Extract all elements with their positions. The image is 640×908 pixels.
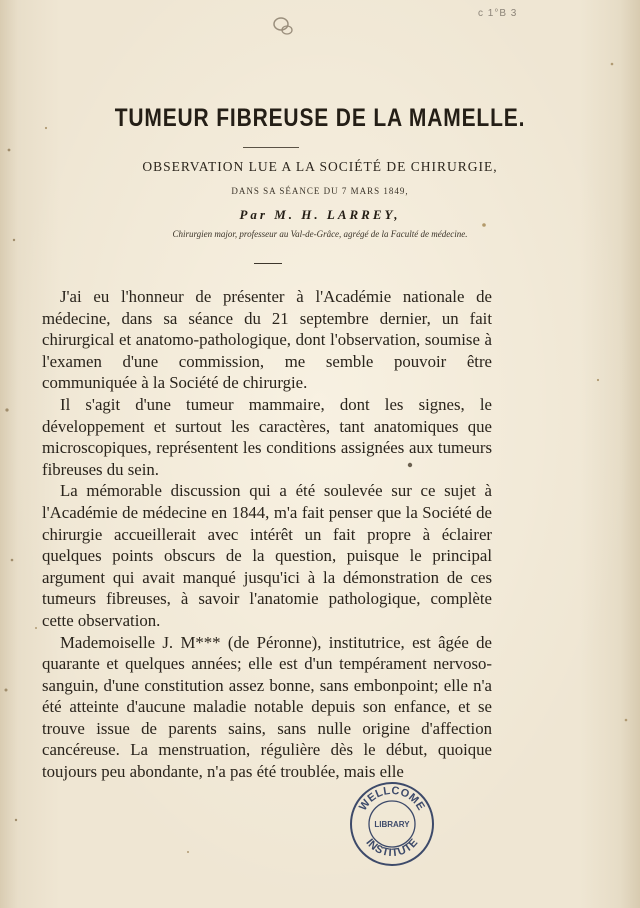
foxing-spot bbox=[35, 627, 37, 629]
author-line: Par M. H. LARREY, bbox=[239, 207, 401, 222]
foxing-spot bbox=[45, 127, 47, 129]
body-text bbox=[42, 286, 492, 783]
document-title: TUMEUR FIBREUSE DE LA MAMELLE. bbox=[114, 104, 526, 132]
session-date: DANS SA SÉANCE DU 7 MARS 1849, bbox=[231, 186, 409, 196]
stamp-text-top: WELLCOME bbox=[356, 784, 428, 813]
stamp-text-middle: LIBRARY bbox=[374, 820, 410, 829]
shelfmark: c 1°B 3 bbox=[478, 8, 518, 19]
stamp-text-bottom: INSTITUTE bbox=[363, 836, 421, 860]
title-rule bbox=[243, 147, 299, 148]
document-subtitle: OBSERVATION LUE A LA SOCIÉTÉ DE CHIRURGIE, bbox=[142, 159, 498, 174]
author-description: Chirurgien major, professeur au Val-de-Grâce, agrégé de la Faculté de médecine. bbox=[172, 229, 468, 239]
paragraph-1: J'ai eu l'honneur de présenter à l'Académie nationale de médecine, dans sa séance du 21 septembre dernier, un fait chirurgical et anatomo-pathologique, dont l'observation, soumise à l'examen d'une commission, me semble pouvoir être communiquée à la Société de chirurgie. bbox=[42, 287, 492, 393]
foxing-spot bbox=[5, 408, 8, 411]
foxing-spot bbox=[13, 239, 15, 241]
foxing-spot bbox=[625, 719, 628, 722]
foxing-spot bbox=[482, 223, 486, 227]
foxing-spot bbox=[611, 63, 614, 66]
foxing-spot bbox=[8, 149, 11, 152]
foxing-spot bbox=[187, 851, 189, 853]
foxing-spot bbox=[597, 379, 599, 381]
foxing-spot bbox=[15, 819, 17, 821]
foxing-spot bbox=[11, 559, 14, 562]
section-rule bbox=[254, 263, 282, 264]
paragraph-3: La mémorable discussion qui a été soulevée sur ce sujet à l'Académie de médecine en 1844, m'a fait penser que la Société de chirurgie accueillerait avec intérêt un fait propre à éclairer quelques points obscurs de la question, puisque le principal argument qui avait manqué jusqu'ici à la démonstration de ces tumeurs fibreuses, à savoir l'anatomie pathologique, complète cette observation. bbox=[42, 481, 492, 630]
ink-mark bbox=[274, 18, 288, 30]
foxing-spot bbox=[5, 689, 8, 692]
library-stamp bbox=[348, 780, 436, 868]
paragraph-4: Mademoiselle J. M*** (de Péronne), institutrice, est âgée de quarante et quelques années; elle est d'un tempérament nervoso-sanguin, d'une constitution assez bonne, sans embonpoint; elle n'a été atteinte d'aucune maladie notable depuis son enfance, et se trouve issue de parents sains, sans nulle origine d'affection cancéreuse. La menstruation, régulière dès le début, quoique toujours peu abondante, n'a pas été troublée, mais elle bbox=[42, 632, 492, 782]
paragraph-2: Il s'agit d'une tumeur mammaire, dont les signes, le développement et surtout les caractères, tant anatomiques que microscopiques, représentent les conditions assignées aux tumeurs fibreuses du sein. bbox=[42, 394, 492, 479]
